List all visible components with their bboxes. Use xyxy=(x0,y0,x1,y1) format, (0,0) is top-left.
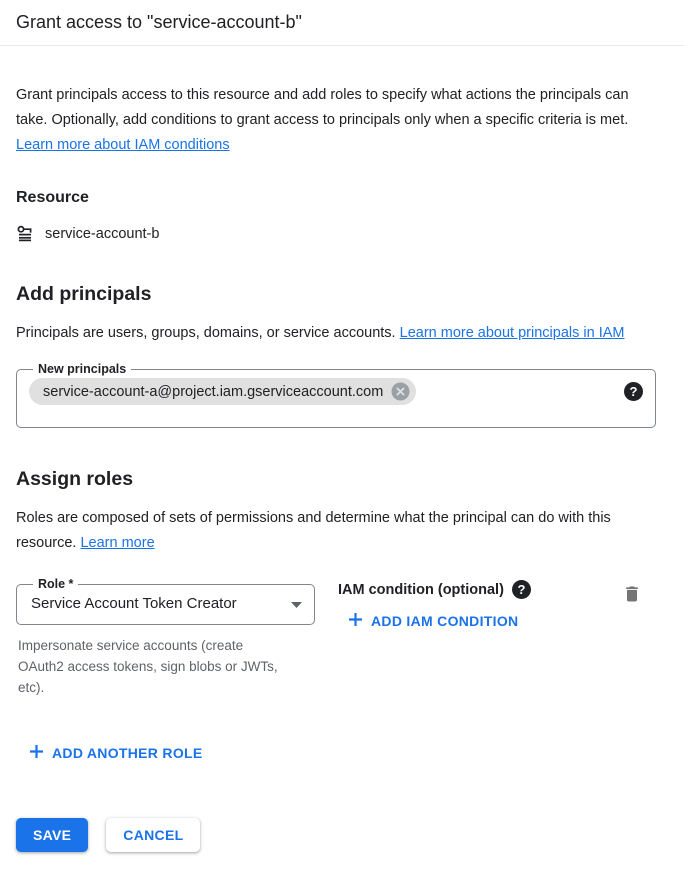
dialog-content xyxy=(0,83,684,852)
dialog-title: Grant access to "service-account-b" xyxy=(16,12,302,32)
role-select[interactable] xyxy=(16,577,315,625)
delete-role-button[interactable] xyxy=(622,583,642,608)
add-iam-condition-button[interactable]: ADD IAM CONDITION xyxy=(348,612,518,630)
role-select-label: Role * xyxy=(38,577,74,591)
role-selected-value: Service Account Token Creator xyxy=(31,595,237,612)
role-row xyxy=(16,577,668,698)
assign-roles-heading: Assign roles xyxy=(16,468,134,490)
resource-heading: Resource xyxy=(16,189,89,206)
plus-icon xyxy=(29,744,44,762)
assign-roles-text: Roles are composed of sets of permissions and determine what the principal can do with this resource. xyxy=(16,510,611,551)
add-principals-description xyxy=(16,321,658,346)
cancel-button[interactable]: CANCEL xyxy=(106,818,200,852)
principals-row xyxy=(29,378,643,405)
iam-conditions-link[interactable]: Learn more about IAM conditions xyxy=(16,137,230,153)
assign-roles-description xyxy=(16,506,658,556)
add-another-role-button[interactable]: ADD ANOTHER ROLE xyxy=(29,744,203,762)
intro-paragraph xyxy=(16,83,652,158)
roles-learn-more-link[interactable]: Learn more xyxy=(80,535,155,551)
principal-chip-value: service-account-a@project.iam.gserviceaccount.com xyxy=(43,383,384,400)
resource-row xyxy=(16,224,668,243)
save-button[interactable]: SAVE xyxy=(16,818,88,852)
dialog-actions xyxy=(16,818,668,852)
principals-help-icon[interactable] xyxy=(624,382,643,401)
dropdown-arrow-icon xyxy=(291,595,302,612)
dialog-header xyxy=(0,0,684,46)
condition-label: IAM condition (optional) xyxy=(338,581,504,598)
condition-column xyxy=(338,577,531,631)
condition-help-icon[interactable] xyxy=(512,580,531,599)
plus-icon xyxy=(348,612,363,630)
intro-text: Grant principals access to this resource and add roles to specify what actions the principals can take. Optionally, add conditions to grant access to principals only when a specific criteria is met. xyxy=(16,87,629,128)
role-column xyxy=(16,577,315,698)
add-principals-text: Principals are users, groups, domains, or service accounts. xyxy=(16,325,400,341)
resource-name: service-account-b xyxy=(45,225,160,242)
trash-icon xyxy=(622,593,642,608)
new-principals-label: New principals xyxy=(38,362,127,376)
add-principals-heading: Add principals xyxy=(16,283,152,305)
chip-remove-icon[interactable] xyxy=(391,382,410,401)
new-principals-field[interactable] xyxy=(16,362,656,428)
service-account-icon xyxy=(16,224,35,243)
principals-learn-more-link[interactable]: Learn more about principals in IAM xyxy=(399,325,625,341)
role-helper-text: Impersonate service accounts (create OAuth2 access tokens, sign blobs or JWTs, etc). xyxy=(18,638,278,695)
principal-chip[interactable] xyxy=(29,378,416,405)
